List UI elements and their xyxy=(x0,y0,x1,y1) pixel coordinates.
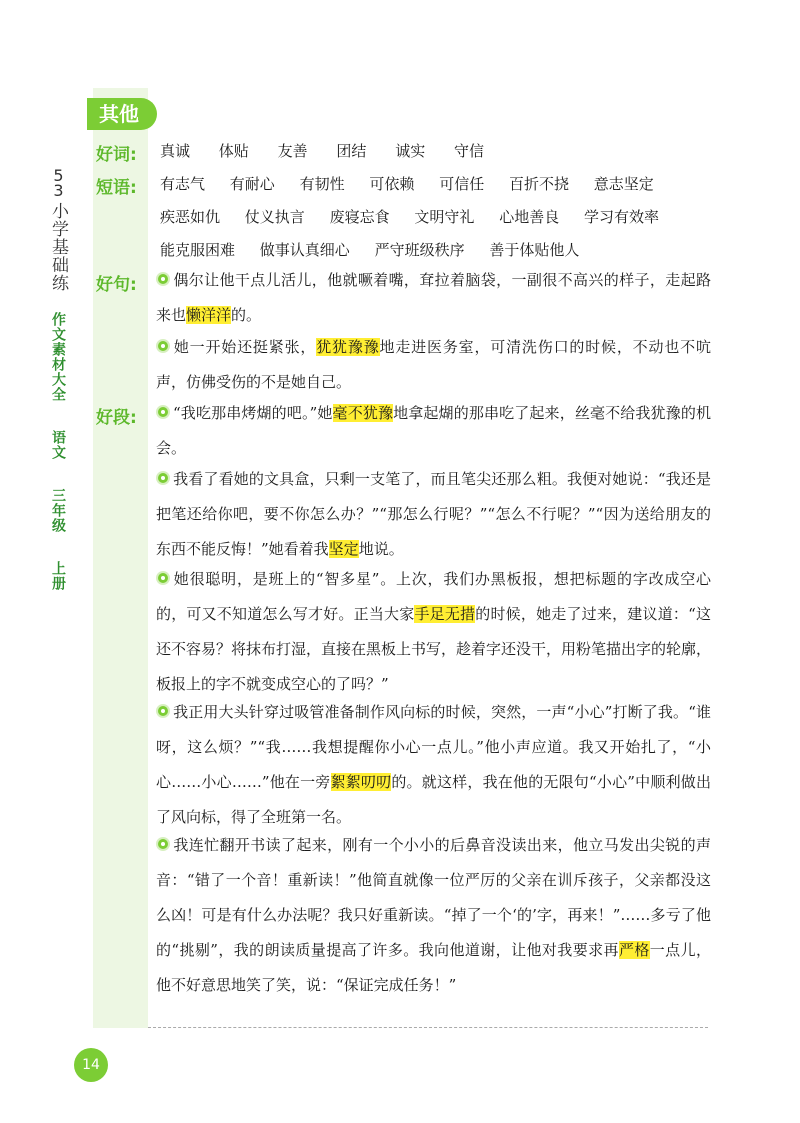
phrase-item: 文明守礼 xyxy=(414,208,475,226)
highlight-word: 坚定 xyxy=(328,540,359,558)
divider xyxy=(148,1027,708,1028)
highlight-word: 絮絮叨叨 xyxy=(330,773,392,791)
bullet-icon xyxy=(156,837,170,851)
spine-sub-2: 语文 xyxy=(50,429,66,460)
phrase-item: 疾恶如仇 xyxy=(160,208,221,226)
phrase-item: 废寝忘食 xyxy=(329,208,390,226)
phrase-item: 百折不挠 xyxy=(508,175,569,193)
spine-sub-3: 三年级 xyxy=(50,487,66,533)
bullet-icon xyxy=(156,272,170,286)
paragraph-item: “我吃那串烤煳的吧。”她毫不犹豫地拿起煳的那串吃了起来，丝毫不给我犹豫的机会。 xyxy=(156,404,711,457)
phrase-item: 做事认真细心 xyxy=(259,241,350,259)
label-good-words: 好词: xyxy=(96,145,137,165)
phrase-item: 仗义执言 xyxy=(244,208,305,226)
side-spine xyxy=(44,168,72,613)
highlight-word: 毫不犹豫 xyxy=(332,404,394,422)
label-good-sentences: 好句: xyxy=(96,275,137,295)
label-phrases: 短语: xyxy=(96,178,137,198)
sentence-item: 她一开始还挺紧张，犹犹豫豫地走进医务室，可清洗伤口的时候，不动也不吭声，仿佛受伤的不是她自己。 xyxy=(156,338,711,391)
phrase-item: 善于体贴他人 xyxy=(489,241,580,259)
highlight-word: 懒洋洋 xyxy=(186,306,232,324)
phrase-item: 心地善良 xyxy=(499,208,560,226)
spine-subtitle xyxy=(51,312,65,613)
spine-sub-1: 作文素材大全 xyxy=(50,312,66,402)
bullet-icon xyxy=(156,704,170,718)
paragraph-item: 她很聪明，是班上的“智多星”。上次，我们办黑板报，想把标题的字改成空心的，可又不知道怎么写才好。正当大家手足无措的时候，她走了过来，建议道：“这还不容易？将抹布打湿，直接在黑板上书写，趁着字还没干，用粉笔描出字的轮廓，板报上的字不就变成空心的了吗？” xyxy=(156,570,712,693)
paragraph-item: 我看了看她的文具盒，只剩一支笔了，而且笔尖还那么粗。我便对她说：“我还是把笔还给你吧，要不你怎么办？”“那怎么行呢？”“怎么不行呢？”“因为送给朋友的东西不能反悔！”她看着我坚定地说。 xyxy=(156,470,711,558)
phrase-item: 意志坚定 xyxy=(593,175,654,193)
word-item: 诚实 xyxy=(395,142,426,160)
phrase-item: 学习有效率 xyxy=(583,208,659,226)
good-words-row xyxy=(160,140,508,161)
highlight-word: 犹犹豫豫 xyxy=(316,338,380,356)
word-item: 守信 xyxy=(453,142,484,160)
bullet-icon xyxy=(156,339,170,353)
bullet-icon xyxy=(156,405,170,419)
bullet-icon xyxy=(156,571,170,585)
highlight-word: 严格 xyxy=(618,941,650,959)
spine-number-top: 5 xyxy=(53,166,63,185)
word-item: 团结 xyxy=(336,142,367,160)
phrase-item: 可信任 xyxy=(439,175,485,193)
phrase-item: 可依赖 xyxy=(369,175,415,193)
word-item: 真诚 xyxy=(160,142,191,160)
spine-title: 小学基础练 xyxy=(48,202,68,292)
sentence-item: 偶尔让他干点儿活儿，他就噘着嘴，耷拉着脑袋，一副很不高兴的样子，走起路来也懒洋洋的。 xyxy=(156,271,711,324)
phrases-row-1 xyxy=(160,173,674,194)
bullet-icon xyxy=(156,471,170,485)
phrase-item: 能克服困难 xyxy=(160,241,236,259)
paragraph-item: 我连忙翻开书读了起来，刚有一个小小的后鼻音没读出来，他立马发出尖锐的声音：“错了一个音！重新读！”他简直就像一位严厉的父亲在训斥孩子，父亲都没这么凶！可是有什么办法呢？我只好重新读。“掉了一个‘的’字，再来！”……多亏了他的“挑剔”，我的朗读质量提高了许多。我向他道谢，让他对我要求再严格一点儿，他不好意思地笑了笑，说：“保证完成任务！” xyxy=(156,836,711,994)
highlight-word: 手足无措 xyxy=(414,605,476,623)
word-item: 体贴 xyxy=(218,142,249,160)
label-column-panel xyxy=(93,88,148,1028)
phrase-item: 严守班级秩序 xyxy=(374,241,465,259)
label-good-paragraphs: 好段: xyxy=(96,408,137,428)
phrase-item: 有耐心 xyxy=(229,175,275,193)
page-number: 14 xyxy=(74,1048,108,1082)
section-title: 其他 xyxy=(87,98,157,130)
spine-number-bottom: 3 xyxy=(53,181,63,200)
phrase-item: 有志气 xyxy=(160,175,206,193)
word-item: 友善 xyxy=(277,142,308,160)
phrases-row-3 xyxy=(160,239,599,260)
phrase-item: 有韧性 xyxy=(299,175,345,193)
spine-sub-4: 上册 xyxy=(50,560,66,591)
paragraph-item: 我正用大头针穿过吸管准备制作风向标的时候，突然，一声“小心”打断了我。“谁呀，这么烦？”“我……我想提醒你小心一点儿。”他小声应道。我又开始扎了，“小心……小心……”他在一旁絮絮叨叨的。就这样，我在他的无限句“小心”中顺利做出了风向标，得了全班第一名。 xyxy=(156,703,711,826)
phrases-row-2 xyxy=(160,206,679,227)
